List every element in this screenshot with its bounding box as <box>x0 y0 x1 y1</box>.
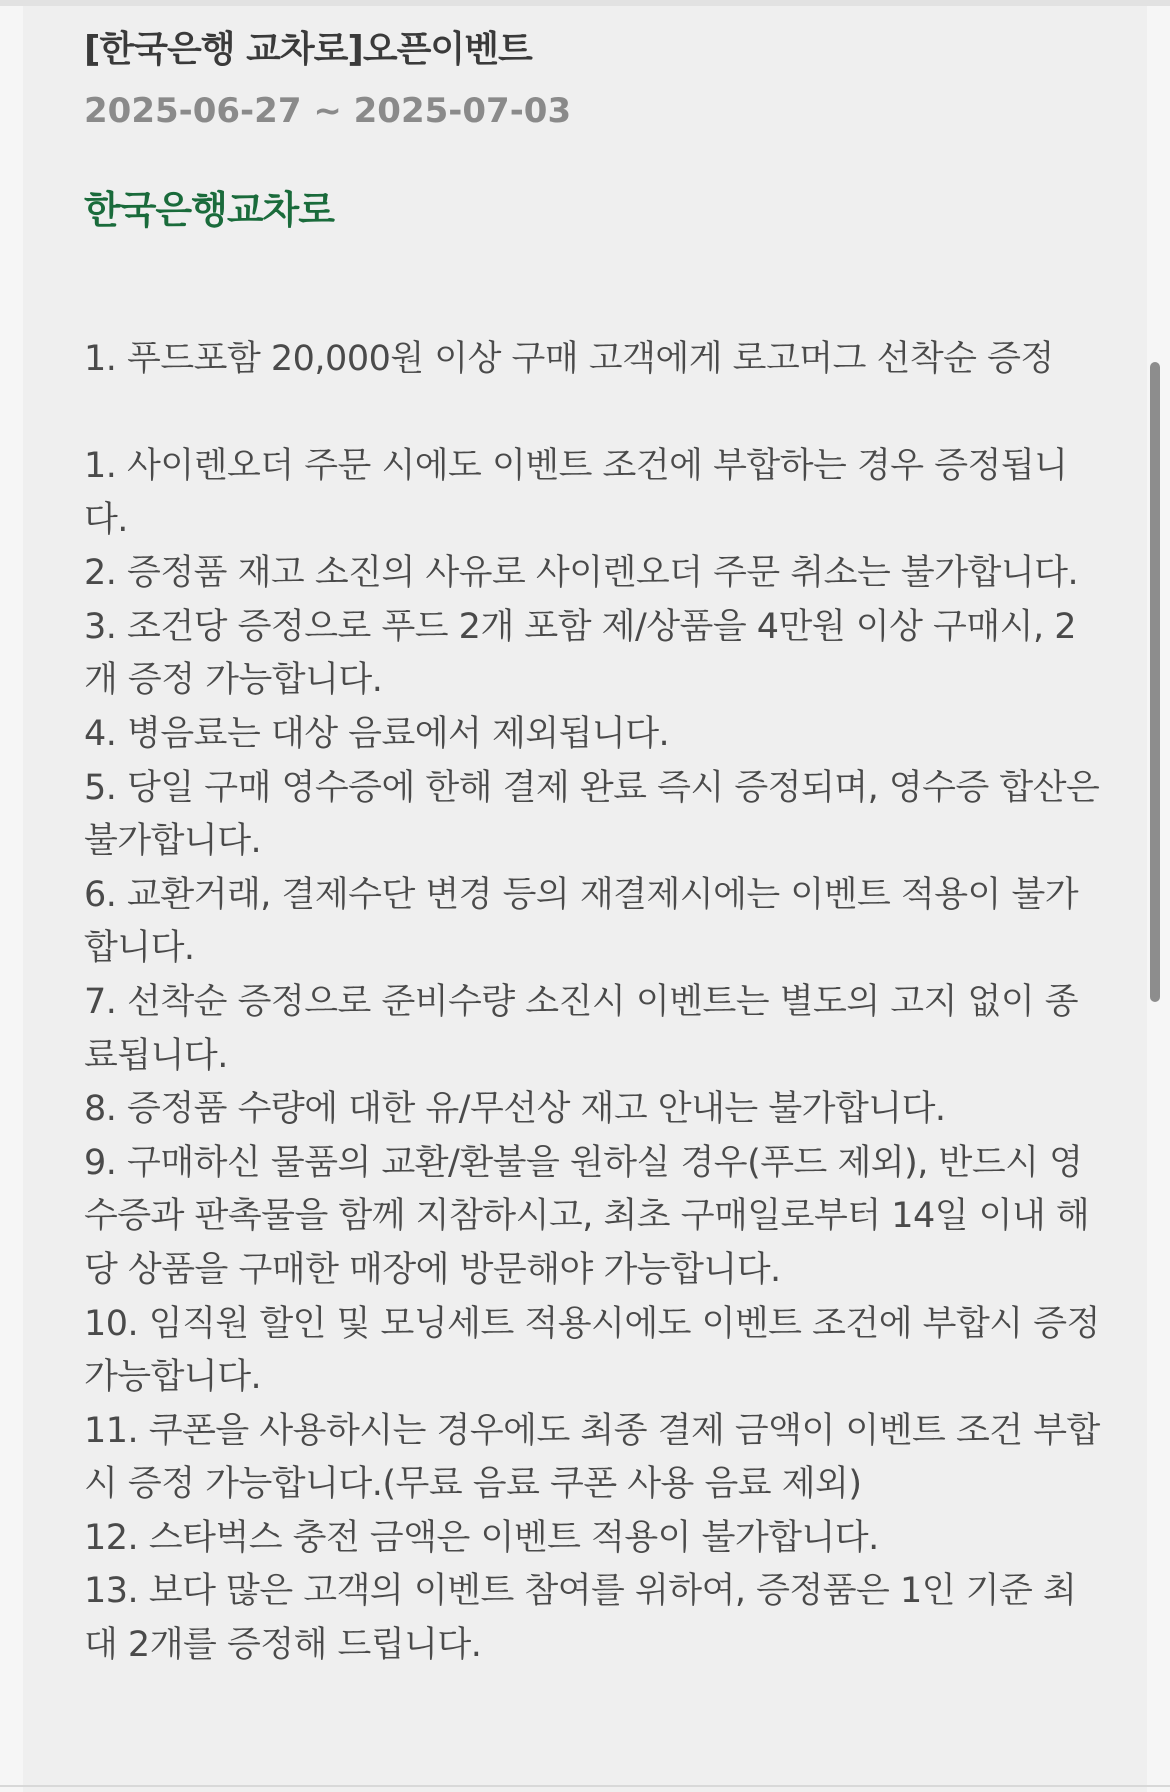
event-note-13: 13. 보다 많은 고객의 이벤트 참여를 위하여, 증정품은 1인 기준 최대 2개를 증정해 드립니다. <box>84 1571 1077 1666</box>
bottom-divider <box>0 1785 1170 1787</box>
event-note-6: 6. 교환거래, 결제수단 변경 등의 재결제시에는 이벤트 적용이 불가합니다. <box>84 874 1079 969</box>
event-notes-list <box>84 440 1104 1673</box>
event-note-5: 5. 당일 구매 영수증에 한해 결제 완료 즉시 증정되며, 영수증 합산은 불가합니다. <box>84 767 1100 862</box>
event-note-3: 3. 조건당 증정으로 푸드 2개 포함 제/상품을 4만원 이상 구매시, 2개 증정 가능합니다. <box>84 606 1077 701</box>
event-detail-card <box>23 6 1147 1792</box>
store-name: 한국은행교차로 <box>84 188 334 232</box>
event-note-9: 9. 구매하신 물품의 교환/환불을 원하실 경우(푸드 제외), 반드시 영수증과 판촉물을 함께 지참하시고, 최초 구매일로부터 14일 이내 해당 상품을 구매한 매장에 방문해야 가능합니다. <box>84 1142 1090 1290</box>
main-offer: 1. 푸드포함 20,000원 이상 구매 고객에게 로고머그 선착순 증정 <box>84 339 1054 379</box>
event-content <box>84 20 1104 1673</box>
event-title: [한국은행 교차로]오픈이벤트 <box>84 29 532 70</box>
scrollbar-thumb[interactable] <box>1150 362 1160 1002</box>
event-note-4: 4. 병음료는 대상 음료에서 제외됩니다. <box>84 713 670 754</box>
event-note-7: 7. 선착순 증정으로 준비수량 소진시 이벤트는 별도의 고지 없이 종료됩니다. <box>84 981 1079 1076</box>
event-dates: 2025-06-27 ~ 2025-07-03 <box>84 91 572 131</box>
event-note-12: 12. 스타벅스 충전 금액은 이벤트 적용이 불가합니다. <box>84 1517 879 1558</box>
event-note-8: 8. 증정품 수량에 대한 유/무선상 재고 안내는 불가합니다. <box>84 1089 946 1130</box>
event-note-11: 11. 쿠폰을 사용하시는 경우에도 최종 결제 금액이 이벤트 조건 부합시 증정 가능합니다.(무료 음료 쿠폰 사용 음료 제외) <box>84 1410 1100 1505</box>
event-note-2: 2. 증정품 재고 소진의 사유로 사이렌오더 주문 취소는 불가합니다. <box>84 553 1079 594</box>
event-note-1: 1. 사이렌오더 주문 시에도 이벤트 조건에 부합하는 경우 증정됩니다. <box>84 446 1068 540</box>
event-note-10: 10. 임직원 할인 및 모닝세트 적용시에도 이벤트 조건에 부합시 증정 가능합니다. <box>84 1303 1100 1398</box>
